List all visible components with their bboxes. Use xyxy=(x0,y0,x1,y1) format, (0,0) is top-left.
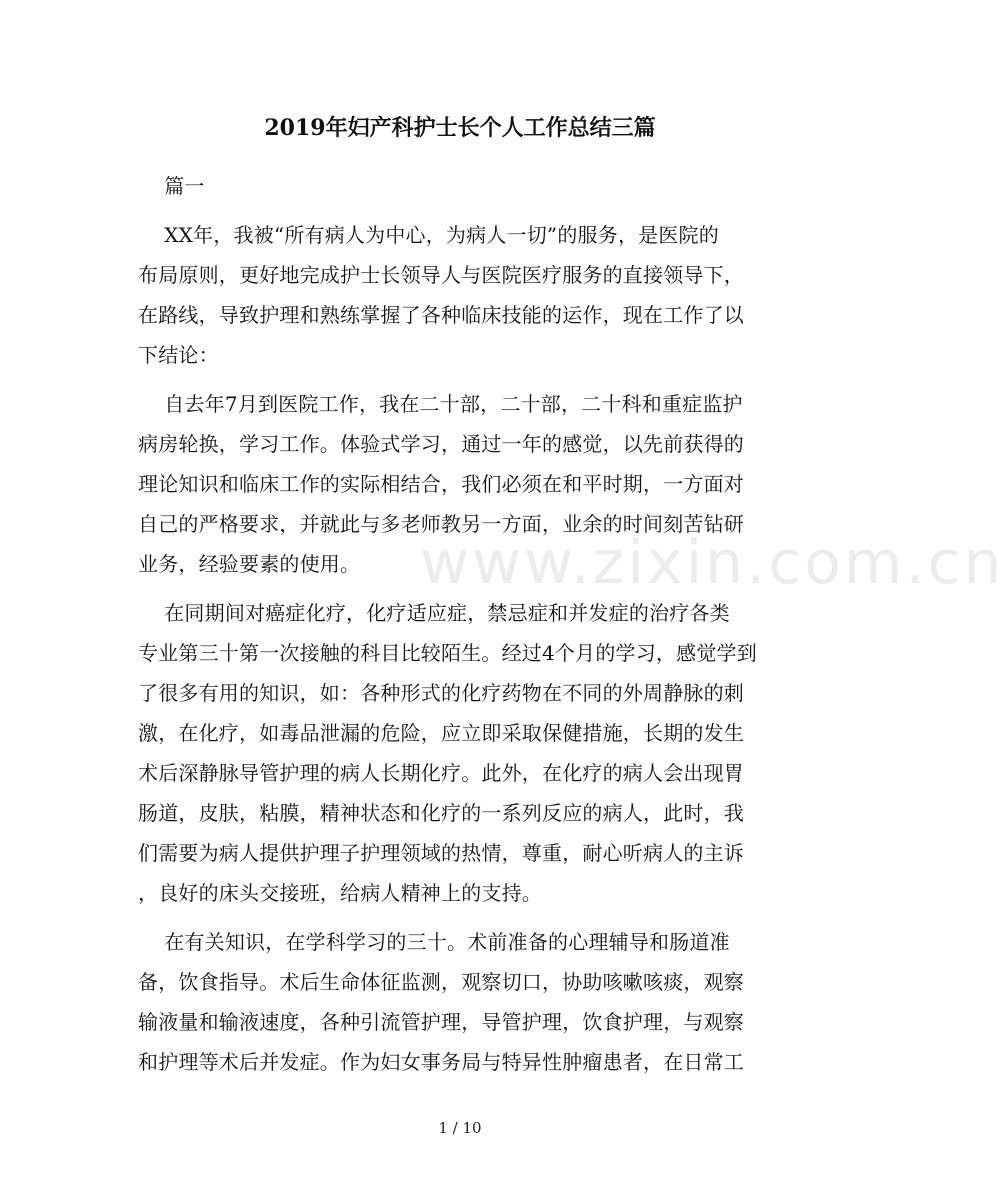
text-line: 术后深静脉导管护理的病人长期化疗。此外，在化疗的病人会出现胃 xyxy=(138,761,744,785)
paragraph-gap xyxy=(138,584,788,593)
text-line: 下结论： xyxy=(138,343,219,367)
text-line: 输液量和输液速度，各种引流管护理，导管护理，饮食护理，与观察 xyxy=(138,1010,744,1034)
text-line: 了很多有用的知识，如：各种形式的化疗药物在不同的外周静脉的刺 xyxy=(138,681,744,705)
page-indicator: 1 / 10 xyxy=(438,1119,482,1137)
text-line: 备，饮食指导。术后生命体征监测，观察切口，协助咳嗽咳痰，观察 xyxy=(138,970,744,994)
text-line: 肠道，皮肤，粘膜，精神状态和化疗的一系列反应的病人，此时，我 xyxy=(138,801,744,825)
document-title: 2019年妇产科护士长个人工作总结三篇 xyxy=(264,115,656,141)
watermark: www.zixin.com.cn xyxy=(420,528,1004,598)
text-line: 激，在化疗，如毒品泄漏的危险，应立即采取保健措施，长期的发生 xyxy=(138,721,744,745)
text-line: 在有关知识，在学科学习的三十。术前准备的心理辅导和肠道准 xyxy=(138,930,730,954)
text-line: 在路线，导致护理和熟练掌握了各种临床技能的运作，现在工作了以 xyxy=(138,303,744,327)
text-line: 在同期间对癌症化疗，化疗适应症，禁忌症和并发症的治疗各类 xyxy=(138,601,730,625)
text-line: 和护理等术后并发症。作为妇女事务局与特异性肿瘤患者，在日常工 xyxy=(138,1050,744,1074)
text-line: 们需要为病人提供护理子护理领域的热情，尊重，耐心听病人的主诉 xyxy=(138,841,744,865)
document-body xyxy=(138,166,788,1082)
text-line: XX年，我被“所有病人为中心，为病人一切”的服务，是医院的 xyxy=(138,223,719,247)
text-line: ，良好的床头交接班，给病人精神上的支持。 xyxy=(138,881,542,905)
text-line: 篇一 xyxy=(138,174,205,198)
text-line: 专业第三十第一次接触的科目比较陌生。经过4个月的学习，感觉学到 xyxy=(138,641,757,665)
text-line: 自己的严格要求，并就此与多老师教另一方面，业余的时间刻苦钻研 xyxy=(138,512,744,536)
paragraph-gap xyxy=(138,206,788,215)
text-line: 布局原则，更好地完成护士长领导人与医院医疗服务的直接领导下， xyxy=(138,263,744,287)
text-line: 理论知识和临床工作的实际相结合，我们必须在和平时期，一方面对 xyxy=(138,472,744,496)
paragraph-gap xyxy=(138,913,788,922)
text-line: 业务，经验要素的使用。 xyxy=(138,552,361,576)
text-line: 病房轮换，学习工作。体验式学习，通过一年的感觉，以先前获得的 xyxy=(138,432,744,456)
paragraph-gap xyxy=(138,375,788,384)
text-line: 自去年7月到医院工作，我在二十部，二十部，二十科和重症监护 xyxy=(138,392,743,416)
